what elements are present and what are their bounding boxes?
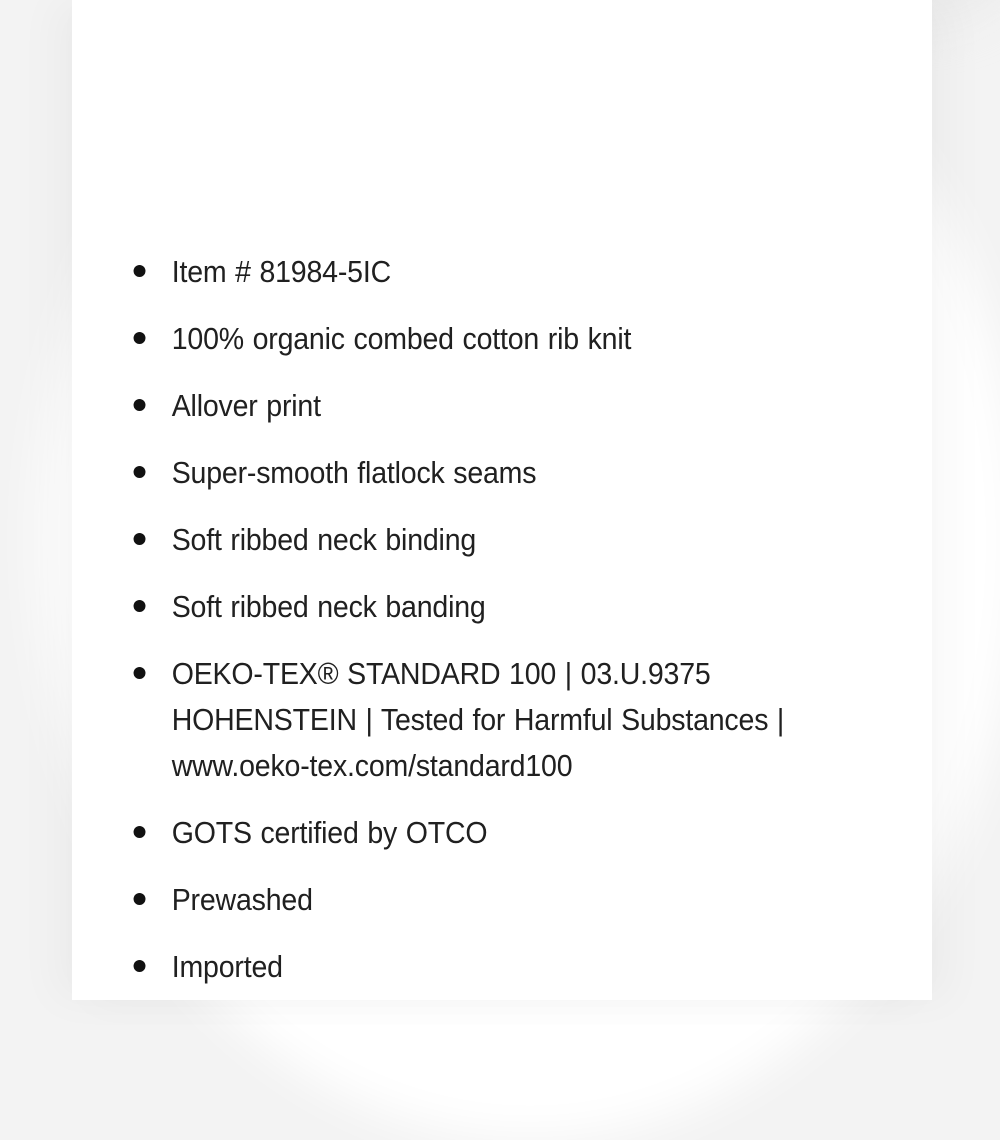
- spec-item-gots: [134, 810, 833, 856]
- bullet-icon: [134, 332, 146, 344]
- oeko-tex-line-2: HOHENSTEIN | Tested for Harmful Substances |: [171, 702, 785, 737]
- bullet-icon: [134, 826, 146, 838]
- product-spec-list: [134, 249, 894, 1011]
- spec-item-text: Super-smooth flatlock seams: [171, 455, 537, 490]
- spec-item-text: Allover print: [171, 388, 321, 423]
- bullet-icon: [134, 893, 146, 905]
- spec-item-text: 100% organic combed cotton rib knit: [171, 321, 632, 356]
- oeko-tex-line-3: www.oeko-tex.com/standard100: [171, 748, 573, 783]
- spec-item-text: Imported: [171, 949, 283, 984]
- spec-item-item-number: [134, 249, 833, 295]
- spec-item-prewashed: [134, 877, 833, 923]
- spec-item-imported: [134, 944, 833, 990]
- bullet-icon: [134, 667, 146, 679]
- spec-item-print: [134, 383, 833, 429]
- spec-item-text: Soft ribbed neck banding: [171, 589, 486, 624]
- spec-item-neck-binding: [134, 517, 833, 563]
- spec-item-seams: [134, 450, 833, 496]
- bullet-icon: [134, 600, 146, 612]
- spec-item-text: GOTS certified by OTCO: [171, 815, 488, 850]
- bullet-icon: [134, 960, 146, 972]
- spec-item-neck-banding: [134, 584, 833, 630]
- spec-item-material: [134, 316, 833, 362]
- spec-item-text: Prewashed: [171, 882, 313, 917]
- spec-item-text: Item # 81984-5IC: [171, 254, 391, 289]
- spec-item-oeko-tex: [134, 651, 833, 789]
- bullet-icon: [134, 265, 146, 277]
- bullet-icon: [134, 399, 146, 411]
- spec-item-text: Soft ribbed neck binding: [171, 522, 477, 557]
- bullet-icon: [134, 533, 146, 545]
- oeko-tex-line-1: OEKO-TEX® STANDARD 100 | 03.U.9375: [171, 656, 711, 691]
- bullet-icon: [134, 466, 146, 478]
